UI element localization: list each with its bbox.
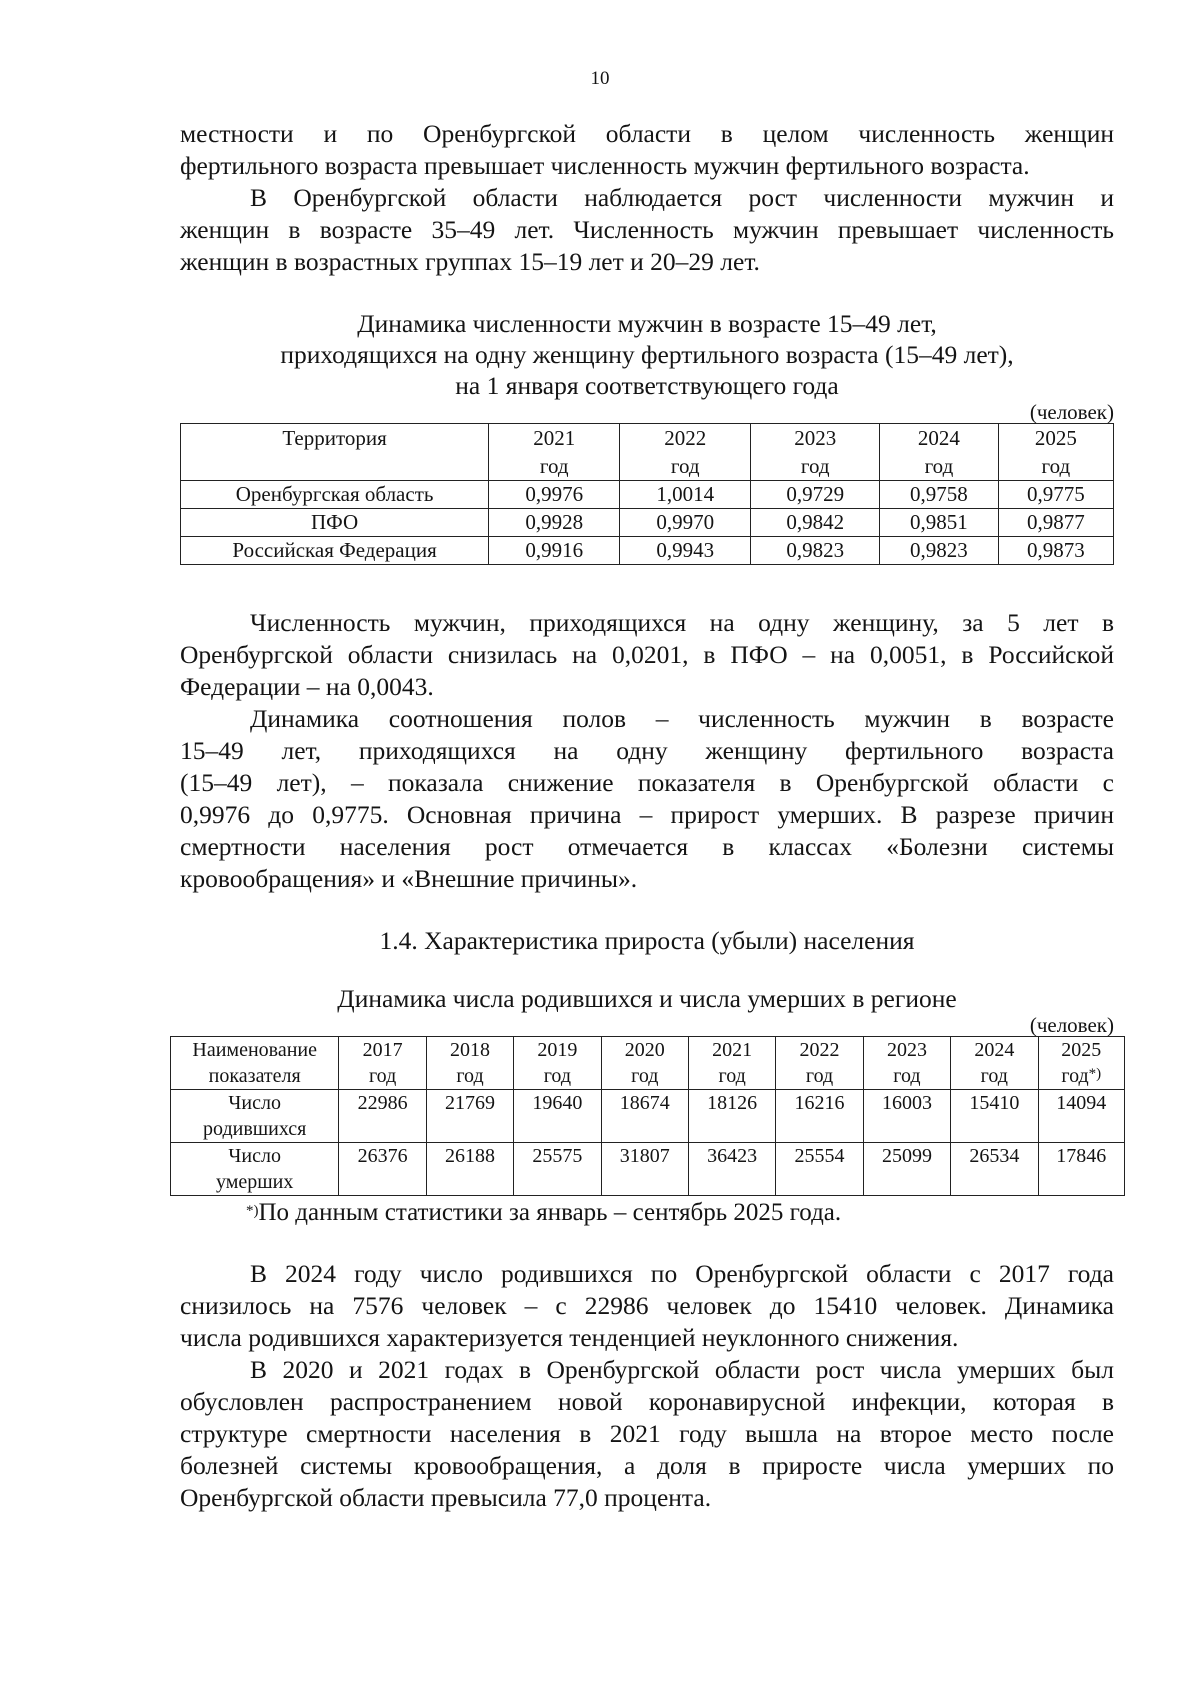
table-header-row [181,424,1114,481]
header-year: 2021 год [489,424,620,481]
header-year: 2018 год [426,1037,513,1090]
cell-value: 0,9823 [880,537,998,565]
caption-line: приходящихся на одну женщину фертильного возраста (15–49 лет), [280,340,1014,369]
cell-value: 18126 [688,1090,775,1143]
table-row [181,537,1114,565]
footnote-mark: *) [1088,1066,1102,1082]
cell-value: 16216 [776,1090,863,1143]
footnote-mark: *) [246,1203,259,1219]
cell-value: 0,9970 [620,509,751,537]
text-line: смертности населения рост отмечается в классах «Болезни системы [180,832,1114,861]
cell-value: 0,9775 [998,481,1113,509]
paragraph-2 [180,182,1114,278]
header-year: 2025 год*) [1038,1037,1124,1090]
cell-value: 31807 [601,1143,688,1196]
table2-unit: (человек) [1029,1013,1114,1037]
cell-value: 0,9851 [880,509,998,537]
table2-caption: Динамика числа родившихся и числа умерших в регионе [337,984,957,1013]
header-year: 2021 год [688,1037,775,1090]
text-line: 15–49 лет, приходящихся на одну женщину фертильного возраста [180,736,1114,765]
cell-value: 25554 [776,1143,863,1196]
header-year: 2025 год [998,424,1113,481]
text-line: снизилось на 7576 человек – с 22986 человек до 15410 человек. Динамика [180,1291,1114,1320]
row-name: Российская Федерация [181,537,489,565]
cell-value: 26188 [426,1143,513,1196]
cell-value: 18674 [601,1090,688,1143]
cell-value: 0,9943 [620,537,751,565]
cell-value: 0,9729 [751,481,880,509]
page-number: 10 [590,68,610,89]
cell-value: 26376 [339,1143,426,1196]
sex-ratio-table [180,423,1114,565]
paragraph-6 [180,1354,1114,1514]
header-indicator: Наименование показателя [171,1037,339,1090]
table-row [171,1143,1125,1196]
text-line: Оренбургской области превысила 77,0 процента. [180,1483,712,1512]
cell-value: 0,9873 [998,537,1113,565]
paragraph-1 [180,118,1114,182]
header-year: 2022 год [620,424,751,481]
text-line: В Оренбургской области наблюдается рост численности мужчин и [250,183,1114,212]
row-name: Число умерших [171,1143,339,1196]
text-line: Оренбургской области снизилась на 0,0201, в ПФО – на 0,0051, в Российской [180,640,1114,669]
cell-value: 1,0014 [620,481,751,509]
cell-value: 36423 [688,1143,775,1196]
header-year: 2023 год [863,1037,950,1090]
cell-value: 21769 [426,1090,513,1143]
row-name: Оренбургская область [181,481,489,509]
text-line: болезней системы кровообращения, а доля в приросте числа умерших по [180,1451,1114,1480]
paragraph-5 [180,1258,1114,1354]
row-name: Число родившихся [171,1090,339,1143]
table-row [171,1090,1125,1143]
header-year: 2024 год [880,424,998,481]
cell-value: 22986 [339,1090,426,1143]
text-line: Федерации – на 0,0043. [180,672,434,701]
text-line: числа родившихся характеризуется тенденцией неуклонного снижения. [180,1323,959,1352]
text-line: В 2020 и 2021 годах в Оренбургской области рост числа умерших был [250,1355,1114,1384]
page-content [180,118,1114,1514]
table-header-row [171,1037,1125,1090]
text-line: (15–49 лет), – показала снижение показателя в Оренбургской области с [180,768,1114,797]
caption-line: на 1 января соответствующего года [455,371,839,400]
text-line: кровообращения» и «Внешние причины». [180,864,638,893]
caption-line: Динамика численности мужчин в возрасте 15–49 лет, [357,309,937,338]
text-line: женщин в возрасте 35–49 лет. Численность мужчин превышает численность [180,215,1114,244]
text-line: Динамика соотношения полов – численность мужчин в возрасте [250,704,1114,733]
header-territory: Территория [181,424,489,481]
table-row [181,509,1114,537]
cell-value: 17846 [1038,1143,1124,1196]
cell-value: 0,9916 [489,537,620,565]
table1-caption [180,308,1114,401]
cell-value: 0,9823 [751,537,880,565]
paragraph-4 [180,703,1114,895]
table-row [181,481,1114,509]
text-line: женщин в возрастных группах 15–19 лет и 20–29 лет. [180,247,760,276]
cell-value: 25575 [514,1143,601,1196]
cell-value: 0,9842 [751,509,880,537]
cell-value: 0,9928 [489,509,620,537]
cell-value: 16003 [863,1090,950,1143]
row-name: ПФО [181,509,489,537]
header-year: 2023 год [751,424,880,481]
header-year: 2019 год [514,1037,601,1090]
text-line: фертильного возраста превышает численность мужчин фертильного возраста. [180,151,1030,180]
footnote-text: По данным статистики за январь – сентябрь 2025 года. [258,1199,842,1226]
table2-footnote [180,1198,1114,1228]
header-year: 2017 год [339,1037,426,1090]
table1-unit: (человек) [1029,400,1114,424]
header-year: 2022 год [776,1037,863,1090]
text-line: В 2024 году число родившихся по Оренбургской области с 2017 года [250,1259,1114,1288]
paragraph-3 [180,607,1114,703]
cell-value: 0,9758 [880,481,998,509]
text-line: 0,9976 до 0,9775. Основная причина – прирост умерших. В разрезе причин [180,800,1114,829]
text-line: обусловлен распространением новой коронавирусной инфекции, которая в [180,1387,1114,1416]
cell-value: 19640 [514,1090,601,1143]
header-year: 2024 год [951,1037,1038,1090]
cell-value: 14094 [1038,1090,1124,1143]
cell-value: 25099 [863,1143,950,1196]
cell-value: 0,9877 [998,509,1113,537]
text-line: Численность мужчин, приходящихся на одну женщину, за 5 лет в [250,608,1114,637]
text-line: местности и по Оренбургской области в целом численность женщин [180,119,1114,148]
cell-value: 0,9976 [489,481,620,509]
cell-value: 26534 [951,1143,1038,1196]
births-deaths-table [170,1036,1125,1196]
cell-value: 15410 [951,1090,1038,1143]
text-line: структуре смертности населения в 2021 году вышла на второе место после [180,1419,1114,1448]
section-title: 1.4. Характеристика прироста (убыли) населения [379,926,915,955]
header-year: 2020 год [601,1037,688,1090]
